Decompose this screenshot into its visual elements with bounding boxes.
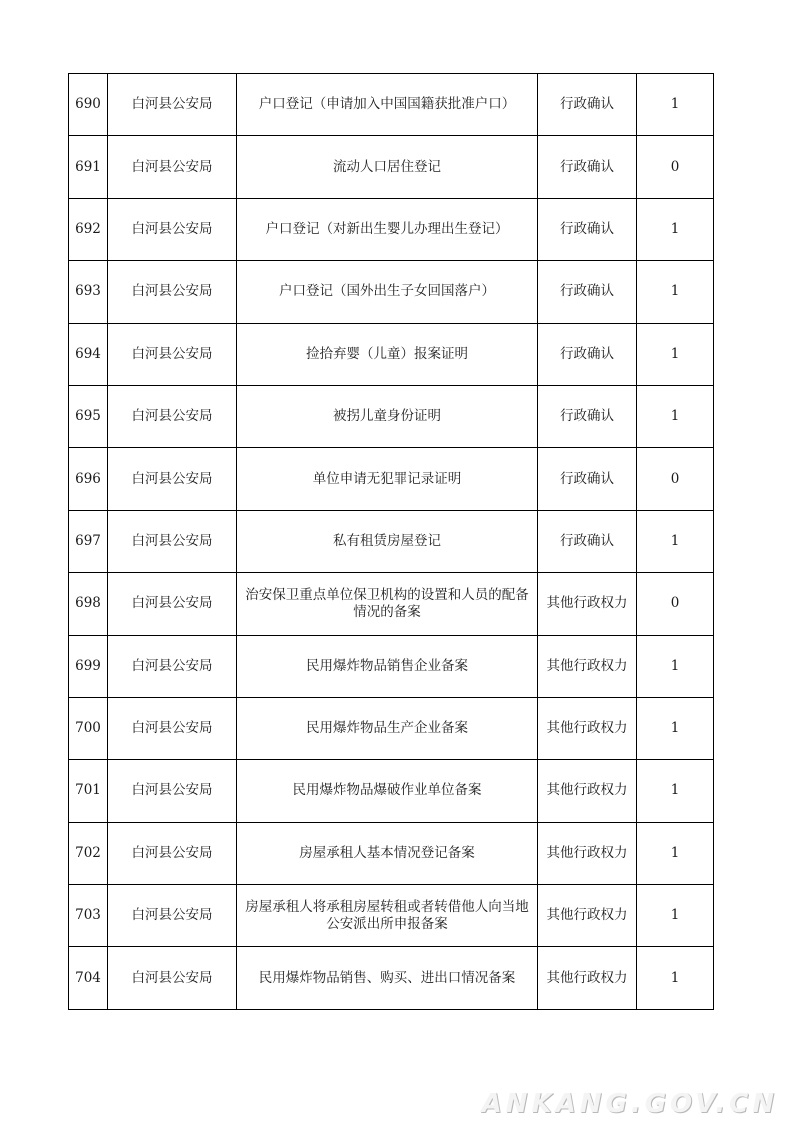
table-row <box>69 697 714 759</box>
item-name: 民用爆炸物品销售、购买、进出口情况备案 <box>237 947 538 1009</box>
item-count: 0 <box>637 448 714 510</box>
item-count: 1 <box>637 74 714 136</box>
item-name: 被拐儿童身份证明 <box>237 385 538 447</box>
power-type: 行政确认 <box>538 448 637 510</box>
department: 白河县公安局 <box>108 822 237 884</box>
table-row <box>69 635 714 697</box>
table-row <box>69 74 714 136</box>
power-type: 其他行政权力 <box>538 947 637 1009</box>
item-count: 1 <box>637 697 714 759</box>
power-type: 行政确认 <box>538 323 637 385</box>
table-row <box>69 885 714 947</box>
row-number: 695 <box>69 385 108 447</box>
power-list-table <box>68 73 714 1010</box>
row-number: 702 <box>69 822 108 884</box>
power-type: 其他行政权力 <box>538 822 637 884</box>
department: 白河县公安局 <box>108 261 237 323</box>
item-name: 民用爆炸物品爆破作业单位备案 <box>237 760 538 822</box>
item-name: 民用爆炸物品销售企业备案 <box>237 635 538 697</box>
department: 白河县公安局 <box>108 198 237 260</box>
item-count: 1 <box>637 947 714 1009</box>
department: 白河县公安局 <box>108 136 237 198</box>
item-name: 户口登记（申请加入中国国籍获批准户口） <box>237 74 538 136</box>
department: 白河县公安局 <box>108 74 237 136</box>
site-watermark: ANKANG.GOV.CN <box>481 1089 778 1119</box>
item-count: 0 <box>637 136 714 198</box>
item-count: 1 <box>637 822 714 884</box>
table-row <box>69 947 714 1009</box>
row-number: 690 <box>69 74 108 136</box>
item-count: 1 <box>637 261 714 323</box>
power-type: 行政确认 <box>538 198 637 260</box>
row-number: 693 <box>69 261 108 323</box>
department: 白河县公安局 <box>108 385 237 447</box>
row-number: 701 <box>69 760 108 822</box>
table-row <box>69 385 714 447</box>
department: 白河县公安局 <box>108 510 237 572</box>
row-number: 691 <box>69 136 108 198</box>
table-row <box>69 448 714 510</box>
power-type: 行政确认 <box>538 510 637 572</box>
row-number: 703 <box>69 885 108 947</box>
item-name: 房屋承租人将承租房屋转租或者转借他人向当地公安派出所申报备案 <box>237 885 538 947</box>
department: 白河县公安局 <box>108 697 237 759</box>
table-row <box>69 136 714 198</box>
power-type: 其他行政权力 <box>538 573 637 635</box>
table-row <box>69 510 714 572</box>
department: 白河县公安局 <box>108 448 237 510</box>
item-count: 1 <box>637 635 714 697</box>
row-number: 704 <box>69 947 108 1009</box>
table-row <box>69 261 714 323</box>
item-name: 房屋承租人基本情况登记备案 <box>237 822 538 884</box>
power-type: 行政确认 <box>538 385 637 447</box>
item-name: 户口登记（对新出生婴儿办理出生登记） <box>237 198 538 260</box>
power-type: 行政确认 <box>538 136 637 198</box>
department: 白河县公安局 <box>108 947 237 1009</box>
row-number: 700 <box>69 697 108 759</box>
row-number: 698 <box>69 573 108 635</box>
department: 白河县公安局 <box>108 760 237 822</box>
item-name: 捡拾弃婴（儿童）报案证明 <box>237 323 538 385</box>
item-count: 1 <box>637 760 714 822</box>
item-name: 户口登记（国外出生子女回国落户） <box>237 261 538 323</box>
item-name: 流动人口居住登记 <box>237 136 538 198</box>
power-type: 其他行政权力 <box>538 760 637 822</box>
table-row <box>69 198 714 260</box>
power-type: 行政确认 <box>538 74 637 136</box>
table-row <box>69 323 714 385</box>
row-number: 699 <box>69 635 108 697</box>
item-count: 0 <box>637 573 714 635</box>
item-count: 1 <box>637 323 714 385</box>
item-count: 1 <box>637 885 714 947</box>
item-name: 单位申请无犯罪记录证明 <box>237 448 538 510</box>
department: 白河县公安局 <box>108 635 237 697</box>
item-count: 1 <box>637 385 714 447</box>
item-name: 私有租赁房屋登记 <box>237 510 538 572</box>
row-number: 697 <box>69 510 108 572</box>
item-name: 治安保卫重点单位保卫机构的设置和人员的配备情况的备案 <box>237 573 538 635</box>
power-type: 其他行政权力 <box>538 635 637 697</box>
department: 白河县公安局 <box>108 573 237 635</box>
power-list-body <box>69 74 714 1010</box>
table-row <box>69 760 714 822</box>
department: 白河县公安局 <box>108 885 237 947</box>
department: 白河县公安局 <box>108 323 237 385</box>
table-row <box>69 573 714 635</box>
power-type: 其他行政权力 <box>538 885 637 947</box>
row-number: 696 <box>69 448 108 510</box>
row-number: 692 <box>69 198 108 260</box>
table-row <box>69 822 714 884</box>
item-count: 1 <box>637 198 714 260</box>
item-count: 1 <box>637 510 714 572</box>
power-type: 行政确认 <box>538 261 637 323</box>
item-name: 民用爆炸物品生产企业备案 <box>237 697 538 759</box>
row-number: 694 <box>69 323 108 385</box>
power-type: 其他行政权力 <box>538 697 637 759</box>
